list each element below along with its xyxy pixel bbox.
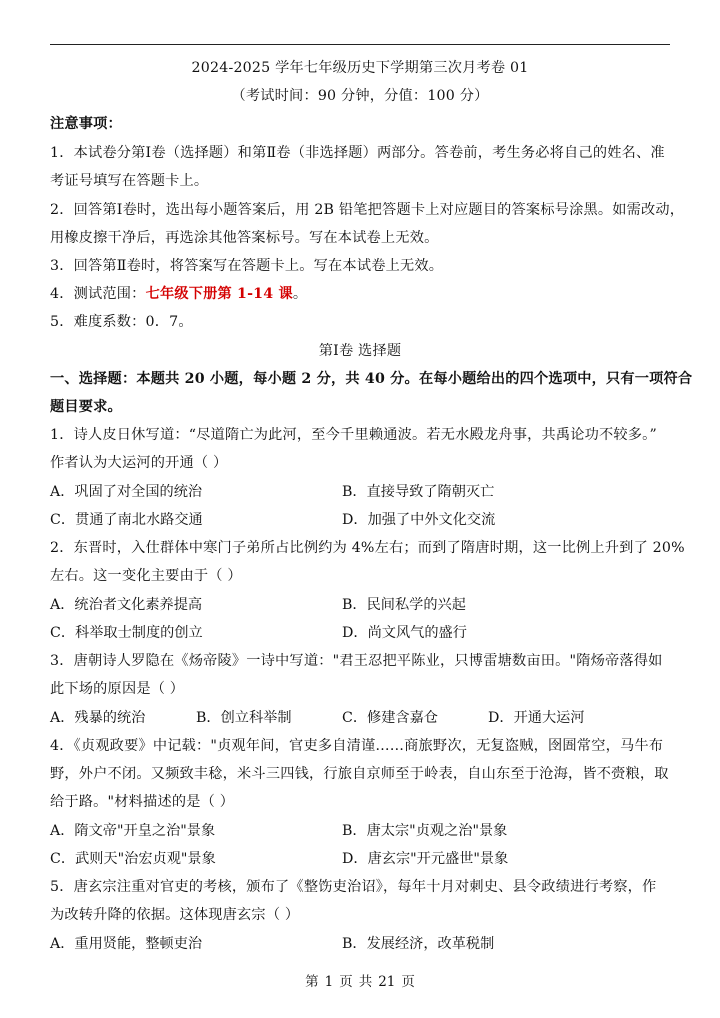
question-2-option-b: B．民间私学的兴起 — [342, 597, 466, 613]
top-rule — [50, 44, 670, 45]
question-5-stem-line-2: 为改转升降的依据。这体现唐玄宗（ ） — [50, 907, 300, 923]
document-title: 2024-2025 学年七年级历史下学期第三次月考卷 01 — [191, 60, 529, 76]
notice-item-1-line-2: 考证号填写在答题卡上。 — [50, 173, 209, 189]
question-5-option-b: B．发展经济，改革税制 — [342, 936, 495, 952]
footer-label-di: 第 — [305, 974, 319, 990]
notice-item-4 — [50, 284, 670, 304]
notice-item-4-suffix: 。 — [292, 286, 308, 302]
question-5-option-a: A．重用贤能，整顿吏治 — [50, 936, 203, 952]
question-3-option-b: B．创立科举制 — [196, 710, 292, 726]
notice-item-1-line-1: 1．本试卷分第Ⅰ卷（选择题）和第Ⅱ卷（非选择题）两部分。答卷前，考生务必将自己的姓名、准 — [50, 145, 665, 161]
section-instruction-line-1: 一、选择题：本题共 20 小题，每小题 2 分，共 40 分。在每小题给出的四个选项中，只有一项符合 — [50, 371, 693, 387]
question-3-option-d: D．开通大运河 — [488, 710, 585, 726]
notice-item-2-line-1: 2．回答第Ⅰ卷时，选出每小题答案后，用 2B 铅笔把答题卡上对应题目的答案标号涂黑。如需改动， — [50, 202, 685, 218]
document-subtitle: （考试时间：90 分钟，分值：100 分） — [231, 88, 489, 104]
question-3-stem-line-1: 3．唐朝诗人罗隐在《炀帝陵》一诗中写道："君王忍把平陈业，只博雷塘数亩田。"隋炀帝落得如 — [50, 653, 663, 669]
notice-item-4-prefix: 4．测试范围： — [50, 286, 146, 302]
question-5-stem-line-1: 5．唐玄宗注重对官吏的考核，颁布了《整饬吏治诏》，每年十月对刺史、县令政绩进行考察，作 — [50, 879, 657, 895]
question-2-stem-line-1: 2．东晋时，入仕群体中寒门子弟所占比例约为 4%左右；而到了隋唐时期，这一比例上升到了 20% — [50, 540, 685, 556]
question-1-option-d: D．加强了中外文化交流 — [342, 512, 496, 528]
notice-heading: 注意事项： — [50, 116, 122, 132]
footer-label-ye: 页 — [339, 974, 353, 990]
footer-page-number: 1 — [324, 974, 334, 990]
footer-label-gong: 共 — [358, 974, 373, 990]
section-title: 第Ⅰ卷 选择题 — [318, 343, 402, 359]
question-2-stem-line-2: 左右。这一变化主要由于（ ） — [50, 568, 242, 584]
notice-item-5: 5．难度系数：0．7。 — [50, 314, 193, 330]
notice-item-2-line-2: 用橡皮擦干净后，再选涂其他答案标号。写在本试卷上无效。 — [50, 230, 439, 246]
question-1-stem-line-2: 作者认为大运河的开通（ ） — [50, 455, 228, 471]
question-4-stem-line-1: 4．《贞观政要》中记载："贞观年间，官吏多自清谨……商旅野次，无复盗贼，囹圄常空，马牛布 — [50, 738, 664, 754]
question-4-option-d: D．唐玄宗"开元盛世"景象 — [342, 851, 509, 867]
question-3-stem-line-2: 此下场的原因是（ ） — [50, 681, 185, 697]
page-footer — [0, 972, 720, 992]
test-range-highlight: 七年级下册第 1-14 课 — [145, 286, 293, 302]
question-1-option-b: B．直接导致了隋朝灭亡 — [342, 484, 495, 500]
question-4-option-c: C．武则天"治宏贞观"景象 — [50, 851, 216, 867]
question-2-option-c: C．科举取士制度的创立 — [50, 625, 203, 641]
section-instruction-line-2: 题目要求。 — [50, 399, 122, 415]
footer-label-ye-2: 页 — [401, 974, 415, 990]
question-2-option-d: D．尚文风气的盛行 — [342, 625, 467, 641]
question-1-stem-line-1: 1．诗人皮日休写道：“尽道隋亡为此河，至今千里赖通波。若无水殿龙舟事，共禹论功不较多。” — [50, 427, 657, 443]
notice-item-3: 3．回答第Ⅱ卷时，将答案写在答题卡上。写在本试卷上无效。 — [50, 258, 444, 274]
question-4-option-a: A．隋文帝"开皇之治"景象 — [50, 823, 216, 839]
question-3-option-c: C．修建含嘉仓 — [342, 710, 438, 726]
question-4-stem-line-2: 野，外户不闭。又频致丰稔，米斗三四钱，行旅自京师至于岭表，自山东至于沧海，皆不赍粮，取 — [50, 766, 669, 782]
question-4-stem-line-3: 给于路。"材料描述的是（ ） — [50, 794, 235, 810]
question-3-option-a: A．残暴的统治 — [50, 710, 146, 726]
question-4-option-b: B．唐太宗"贞观之治"景象 — [342, 823, 508, 839]
question-2-option-a: A．统治者文化素养提高 — [50, 597, 203, 613]
question-1-option-a: A．巩固了对全国的统治 — [50, 484, 203, 500]
question-1-option-c: C．贯通了南北水路交通 — [50, 512, 203, 528]
footer-total-pages: 21 — [378, 974, 396, 990]
